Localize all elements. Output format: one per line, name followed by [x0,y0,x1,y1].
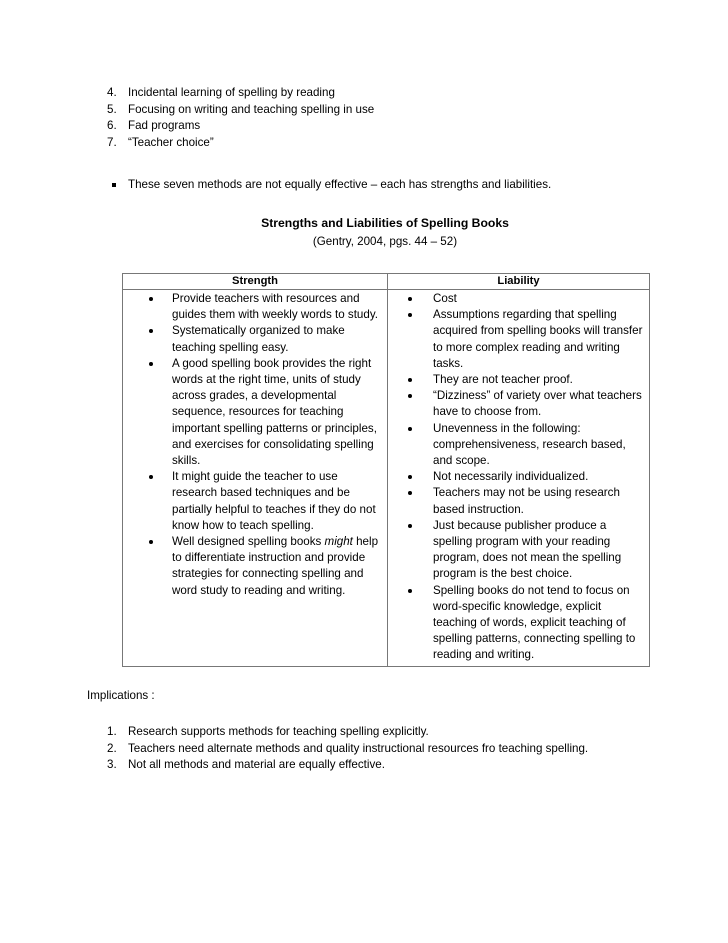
bullet-icon [408,313,412,317]
bullet-icon [149,540,153,544]
liability-item: They are not teacher proof. [388,372,645,388]
list-number: 7. [107,135,117,149]
liability-header: Liability [388,274,650,290]
strengths-liabilities-table [122,273,650,667]
liability-item: Not necessarily individualized. [388,469,645,485]
strength-item: It might guide the teacher to use research based techniques and be partially helpful to teaches if they do not know how to teach spelling. [123,469,383,534]
strengths-cell [123,290,388,667]
list-text: Fad programs [128,119,201,132]
list-text: Teachers need alternate methods and quality instructional resources fro teaching spelling. [128,741,589,755]
strength-item: Well designed spelling books might help to differentiate instruction and provide strategies for connecting spelling and word study to reading and writing. [123,534,383,599]
liability-item: “Dizziness” of variety over what teachers have to choose from. [388,388,645,420]
strength-item: Systematically organized to make teaching spelling easy. [123,323,383,355]
list-number: 1. [107,725,117,738]
liability-item: Spelling books do not tend to focus on word-specific knowledge, explicit teaching of words, explicit teaching of spelling patterns, connecting spelling to reading and writing. [388,583,645,664]
table-source: (Gentry, 2004, pgs. 44 – 52) [312,235,458,248]
bullet-icon [408,475,412,479]
bullet-icon [408,589,412,593]
list-number: 2. [107,741,117,755]
liability-item: Just because publisher produce a spelling program with your reading program, does not mean the spelling program is the best choice. [388,518,645,583]
table-title: Strengths and Liabilities of Spelling Books [261,216,509,230]
bullet-icon [149,362,153,366]
strength-item: Provide teachers with resources and guides them with weekly words to study. [123,291,383,323]
strength-header: Strength [123,274,388,290]
liabilities-cell [388,290,650,667]
bullet-icon [149,329,153,333]
liability-item: Cost [388,291,645,307]
liability-item: Unevenness in the following: comprehensiveness, research based, and scope. [388,421,645,470]
list-text: Research supports methods for teaching spelling explicitly. [128,725,429,738]
list-number: 6. [107,119,117,132]
list-text: “Teacher choice” [128,135,214,149]
bullet-icon [408,524,412,528]
square-bullet-icon [112,183,116,187]
bullet-icon [149,297,153,301]
implications-heading: Implications : [87,689,155,702]
list-text: Incidental learning of spelling by reading [128,86,335,99]
note-text: These seven methods are not equally effective – each has strengths and liabilities. [128,178,552,191]
bullet-icon [408,394,412,398]
strength-item: A good spelling book provides the right words at the right time, units of study across grades, a developmental sequence, resources for teaching important spelling patterns or principles, and exercises for consolidating spelling skills. [123,356,383,469]
list-number: 3. [107,758,117,771]
list-number: 4. [107,86,117,99]
list-text: Not all methods and material are equally effective. [128,758,385,771]
liability-item: Teachers may not be using research based instruction. [388,485,645,517]
bullet-icon [149,475,153,479]
list-number: 5. [107,102,117,116]
liability-item: Assumptions regarding that spelling acquired from spelling books will transfer to more complex reading and writing tasks. [388,307,645,372]
bullet-icon [408,491,412,495]
list-text: Focusing on writing and teaching spelling in use [128,102,375,116]
bullet-icon [408,297,412,301]
bullet-icon [408,427,412,431]
bullet-icon [408,378,412,382]
